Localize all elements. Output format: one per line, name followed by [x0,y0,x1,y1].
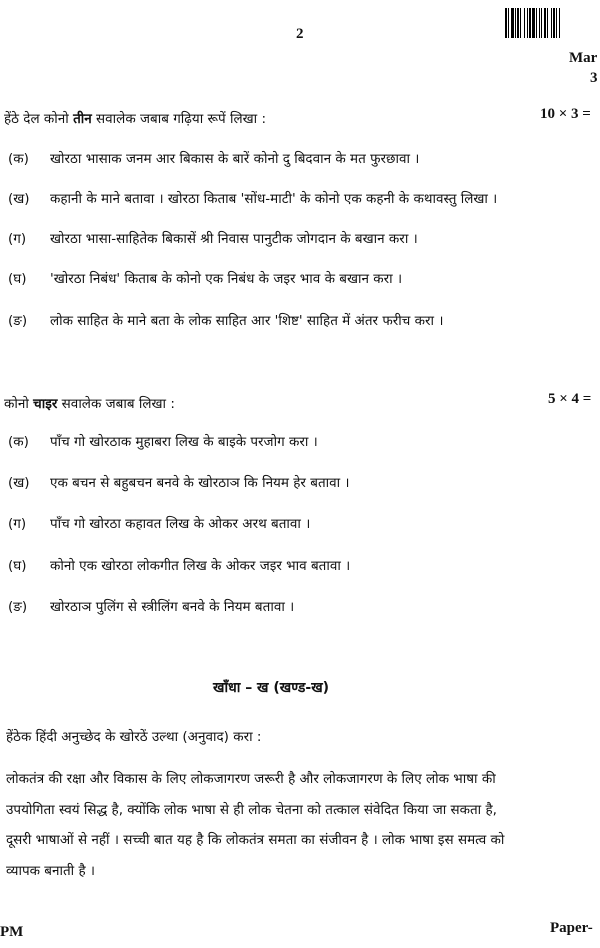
question-b-4 [8,556,350,574]
section-c-instruction: हेंठेक हिंदी अनुच्छेद के खोरठें उल्था (अनुवाद) करा : [6,729,262,745]
instruction-text: सवालेक जबाब लिखा : [57,396,175,412]
barcode-icon [505,8,600,38]
question-label: (क) [8,434,29,450]
question-text: पाँच गो खोरठा कहावत लिख के ओकर अरथ बतावा । [50,516,311,532]
question-text: खोरठा भासाक जनम आर बिकास के बारें कोनो दु बिदवान के मत फुरछावा । [50,151,420,167]
section-a-score: 10 × 3 = [540,106,591,122]
question-label: (घ) [8,558,27,574]
question-text: 'खोरठा निबंध' किताब के कोनो एक निबंध के जइर भाव के बखान करा । [50,271,403,287]
question-label: (ङ) [8,599,28,615]
instruction-emphasis: तीन [73,111,92,127]
footer-left: PM [0,924,24,940]
translation-paragraph [6,764,594,886]
instruction-text: हेंठे देल कोनो [4,111,74,127]
question-a-4 [8,269,402,287]
section-b-instruction [4,394,175,412]
question-a-2 [8,189,497,207]
question-label: (ग) [8,231,27,247]
instruction-text: सवालेक जबाब गढ़िया रूपें लिखा : [91,111,266,127]
question-b-3 [8,514,310,532]
footer-right: Paper- [550,920,593,936]
question-label: (ग) [8,516,27,532]
question-a-5 [8,311,443,329]
question-b-2 [8,473,350,491]
paragraph-line: दूसरी भाषाओं से नहीं । सच्ची बात यह है कि लोकतंत्र समता का संजीवन है । लोक भाषा इस समत्व को [6,832,505,848]
section-a-instruction [4,109,266,127]
question-a-3 [8,229,418,247]
instruction-text: कोनो [4,396,34,412]
question-label: (ङ) [8,313,28,329]
question-text: लोक साहित के माने बता के लोक साहित आर 'शिष्ट' साहित में अंतर फरीच करा । [50,313,444,329]
question-text: कोनो एक खोरठा लोकगीत लिख के ओकर जइर भाव बतावा । [50,558,351,574]
page-number: 2 [296,26,304,42]
question-a-1 [8,149,419,167]
question-text: एक बचन से बहुबचन बनवे के खोरठाञ कि नियम हेर बतावा । [50,475,350,491]
question-b-1 [8,432,318,450]
question-label: (ख) [8,191,30,207]
section-heading: खाँधा – ख (खण्ड-ख) [213,680,330,696]
question-label: (क) [8,151,29,167]
paragraph-line: लोकतंत्र की रक्षा और विकास के लिए लोकजागरण जरूरी है और लोकजागरण के लिए लोक भाषा की [6,771,496,787]
paragraph-line: उपयोगिता स्वयं सिद्ध है, क्योंकि लोक भाषा से ही लोक चेतना को तत्काल संवेदित किया जा सकता है, [6,801,497,818]
question-text: कहानी के माने बतावा । खोरठा किताब 'सोंध-माटी' के कोनो एक कहनी के कथावस्तु लिखा । [50,191,498,207]
paragraph-line: व्यापक बनाती है । [6,862,96,879]
instruction-emphasis: चाइर [33,396,58,412]
question-text: पाँच गो खोरठाक मुहाबरा लिख के बाइके परजोग करा । [50,434,318,450]
question-b-5 [8,597,294,615]
question-label: (घ) [8,271,27,287]
question-label: (ख) [8,475,30,491]
question-text: खोरठा भासा-साहितेक बिकासें श्री निवास पानुटीक जोगदान के बखान करा । [50,231,418,247]
marks-value: 3 [590,70,598,86]
question-text: खोरठाञ पुलिंग से स्त्रीलिंग बनवे के नियम बतावा । [50,599,295,615]
section-b-score: 5 × 4 = [548,391,592,407]
marks-label: Mar [569,50,598,66]
